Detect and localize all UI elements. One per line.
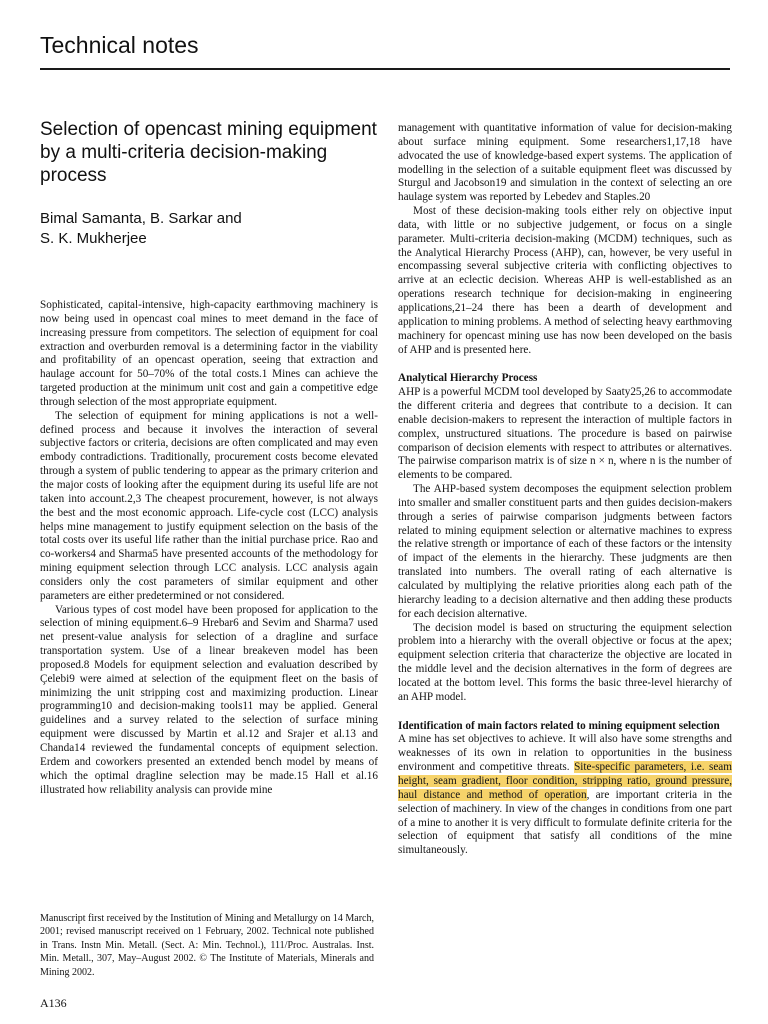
authors-line-1: Bimal Samanta, B. Sarkar and bbox=[40, 210, 242, 227]
paragraph-management: management with quantitative information of value for decision-making about surface mining equipment. Some researchers1,17,18 have advocated the use of knowledge-based expert systems. The application of modelling in the selection of a suitable equipment fleet was discussed by Sturgul and Jacobson19 and simulation in the context of selecting an ore haulage system was reported by Lebedev and Staples.20 bbox=[398, 122, 732, 204]
authors bbox=[40, 209, 378, 249]
page-number: A136 bbox=[40, 996, 67, 1010]
paragraph-factors bbox=[398, 733, 732, 858]
section-title: Technical notes bbox=[40, 32, 199, 58]
paragraph-cost-models: Various types of cost model have been proposed for application to the selection of mining equipment.6–9 Hrebar6 and Sevim and Sharma7 used net present-value analysis for selection of a dragline and surface transportation system. Use of a linear breakeven model has been proposed.8 Models for equipment selection and evaluation described by Çelebi9 were aimed at selection of the equipment fleet on the basis of minimizing the unit stripping cost and maximizing production. Linear programming10 and decision-making tools11 may be applied. General guidelines and a survey related to the selection of surface mining equipment were discussed by Martin et al.12 and Srajer et al.13 and Chanda14 reviewed the fundamental concepts of equipment selection. Erdem and coworkers presented an extended bench model by means of which the optimal dragline selection may be made.15 Hall et al.16 illustrated how reliability analysis can provide mine bbox=[40, 603, 378, 796]
header-rule bbox=[40, 68, 730, 70]
right-column bbox=[398, 122, 732, 858]
left-column bbox=[40, 118, 378, 797]
factors-text-pre: A mine has set objectives to achieve. It will also have some strengths and weaknesses of its own in relation to opportunities in the business environment and competitive threats. bbox=[398, 733, 732, 774]
manuscript-footnote: Manuscript first received by the Institution of Mining and Metallurgy on 14 March, 2001; revised manuscript received on 1 February, 2002. Technical note published in Trans. Instn Min. Metall. (Sect. A: Min. Technol.), 111/Proc. Australas. Inst. Min. Metall., 307, May–August 2002. © The Institute of Materials, Minerals and Mining 2002. bbox=[40, 913, 374, 978]
factors-text-post: , are important criteria in the selection of machinery. In view of the changes in conditions from one part of a mine to another it is very difficult to formulate definite criteria for the selection of equipment that satisfy all conditions of the mine simultaneously. bbox=[398, 788, 732, 857]
authors-line-2: S. K. Mukherjee bbox=[40, 230, 147, 247]
paragraph-mcdm: Most of these decision-making tools either rely on objective input data, with little or no subjective judgement, or focus on a single parameter. Multi-criteria decision-making (MCDM) techniques, such as the Analytical Hierarchy Process (AHP), can, however, be very useful in encompassing several subjective criteria with conflicting objectives to arrive at an eclectic decision. Whereas AHP is well-established as an operations research technique for decision-making in engineering applications,21–24 there has been a dearth of development and application to mining problems. A method of selecting heavy earthmoving machinery for opencast mining use has now been developed on the basis of AHP and is presented here. bbox=[398, 205, 732, 356]
highlighted-text: Site-specific parameters, i.e. seam height, seam gradient, floor condition, stripping ratio, ground pressure, haul distance and method of operation bbox=[398, 761, 732, 801]
heading-ahp: Analytical Hierarchy Process bbox=[398, 372, 538, 385]
paragraph-ahp-system: The AHP-based system decomposes the equipment selection problem into smaller and smaller constituent parts and then guides decision-makers through a series of pairwise comparison judgments between factors related to mining equipment selection or alternative machines to express the relative strength or importance of each of these factors or the intensity of impact of the elements in the hierarchy. These judgments are then translated into numbers. The overall rating of each alternative is calculated by multiplying the relative priorities along each path of the hierarchy leading to a decision alternative and then adding these products for each decision alternative. bbox=[398, 483, 732, 620]
paragraph-intro: Sophisticated, capital-intensive, high-capacity earthmoving machinery is now being used in opencast coal mines to meet demand in the face of increasing pressure from competitors. The selection of equipment for coal extraction and overburden removal is a determining factor in the viability and profitability of an opencast operation, seeing that extraction and haulage account for 50–70% of the total costs.1 Mines can achieve the targeted production at the minimum unit cost and gain a competitive edge through selection of the most appropriate equipment. bbox=[40, 299, 378, 408]
paragraph-decision-model: The decision model is based on structuring the equipment selection problem into a hierarchy with the overall objective or focus at the apex; equipment selection criteria that characterize the objective are located in the middle level and the decision alternatives in the form of degrees are located at the bottom level. This forms the basic three-level hierarchy of an AHP model. bbox=[398, 621, 732, 703]
paragraph-selection: The selection of equipment for mining applications is not a well-defined process and because it involves the interaction of several subjective factors or criteria, decisions are often complicated and may even embody contradictions. Traditionally, procurement costs become elevated through a system of public tendering to appear as the primary criterion and the major costs of looking after the equipment during its useful life are not taken into account.2,3 The cheapest procurement, however, is not always the best and the most economic approach. Life-cycle cost (LCC) analysis helps mine management to justify equipment selection on the basis of the total costs over its useful life rather than the initial purchase price. Rao and co-workers4 and Sharma5 have presented accounts of the methodology for mining equipment selection through LCC analysis. LCC analysis again considers only the cost parameters of similar equipment and other parameters are either predetermined or not considered. bbox=[40, 409, 378, 602]
article-title: Selection of opencast mining equipment by a multi-criteria decision-making process bbox=[40, 119, 377, 186]
heading-main-factors: Identification of main factors related to mining equipment selection bbox=[398, 719, 720, 732]
paragraph-ahp: AHP is a powerful MCDM tool developed by Saaty25,26 to accommodate the different criteria and degrees that contribute to a decision. It can enable decision-makers to represent the interaction of multiple factors in complex, unstructured situations. The procedure is based on pairwise comparison of decision elements with respect to attributes or alternatives. The pairwise comparison matrix is of size n × n, where n is the number of elements to be compared. bbox=[398, 386, 732, 482]
